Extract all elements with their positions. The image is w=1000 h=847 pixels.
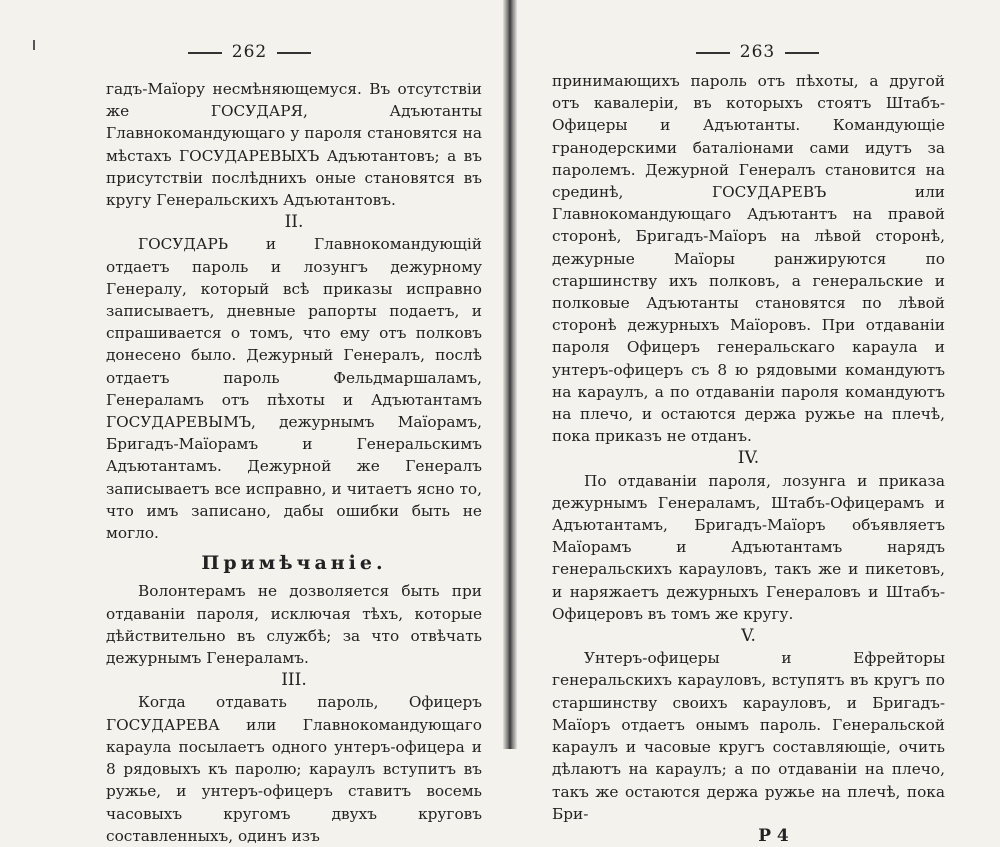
page-number: 263 <box>739 42 776 62</box>
paragraph: Волонтерамъ не дозволяется быть при отдаваніи пароля, исключая тѣхъ, которые дѣйствительно въ службѣ; за что отвѣчать дежурнымъ Генераламъ. <box>106 582 482 668</box>
page-header-left <box>0 42 502 62</box>
header-dash <box>277 52 311 54</box>
right-page <box>515 0 1000 846</box>
left-page-text <box>106 78 482 847</box>
header-dash <box>696 52 730 54</box>
section-number: III. <box>281 670 307 691</box>
paragraph: Когда отдавать пароль, Офицеръ ГОСУДАРЕВА или Главнокомандующаго караула посылаетъ одного унтеръ-офицера и 8 рядовыхъ къ паролю; караулъ вступитъ въ ружье, и унтеръ-офицеръ ставитъ восемь часовыхъ кругомъ двухъ круговъ составленныхъ, одинъ изъ <box>106 693 482 845</box>
section-number: V. <box>741 626 756 647</box>
signature-mark: Р 4 <box>758 825 789 846</box>
section-number: IV. <box>737 448 760 469</box>
note-heading: Примѣчаніе. <box>201 552 387 575</box>
paragraph: По отдаваніи пароля, лозунга и приказа дежурнымъ Генераламъ, Штабъ-Офицерамъ и Адъютантамъ, Бригадъ-Маїоръ объявляетъ Маїорамъ и Адъютантамъ нарядъ генеральскихъ карауловъ, такъ же и пикетовъ, и наряжаетъ дежурныхъ Генераловъ и Штабъ-Офицеровъ въ томъ же кругу. <box>552 471 945 623</box>
paragraph: принимающихъ пароль отъ пѣхоты, а другой отъ кавалеріи, въ которыхъ стоятъ Штабъ-Офицеры и Адъютанты. Командующіе гранодерскими баталіонами сами идутъ за паролемъ. Дежурной Генералъ становится на срединѣ, ГОСУДАРЕВЪ или Главнокомандующаго Адъютантъ на правой сторонѣ, Бригадъ-Маїоръ на лѣвой сторонѣ, дежурные Маїоры ранжируются по старшинству ихъ полковъ, а генеральские и полковые Адъютанты становятся по лѣвой сторонѣ дежурныхъ Маїоровъ. При отдаваніи пароля Офицеръ генеральскаго караула и унтеръ-офицеръ съ 8 ю рядовыми командуютъ на караулъ, а по отдаваніи пароля командуютъ на плечо, и остаются держа ружье на плечѣ, пока приказъ не отданъ. <box>552 72 945 446</box>
page-number: 262 <box>231 42 268 62</box>
right-page-text <box>552 70 945 847</box>
paragraph: Унтеръ-офицеры и Ефрейторы генеральскихъ карауловъ, вступятъ въ кругъ по старшинству своихъ карауловъ, и Бригадъ-Маїоръ отдаетъ онымъ пароль. Генеральской караулъ и часовые кругъ составляющіе, очить дѣлаютъ на караулъ; а по отдаваніи на плечо, такъ же остаются держа ружье на плечѣ, пока Бри- <box>552 649 945 823</box>
header-dash <box>188 52 222 54</box>
paragraph: ГОСУДАРЬ и Главнокомандующій отдаетъ пароль и лозунгъ дежурному Генералу, который всѣ приказы исправно записываетъ, дневные рапорты подаетъ, и спрашивается о томъ, что ему отъ полковъ донесено было. Дежурный Генералъ, послѣ отдаетъ пароль Фельдмаршаламъ, Генераламъ отъ пѣхоты и Адъютантамъ ГОСУДАРЕВЫМЪ, дежурнымъ Маїорамъ, Бригадъ-Маїорамъ и Генеральскимъ Адъютантамъ. Дежурной же Генералъ записываетъ все исправно, и читаетъ ясно то, что имъ записано, дабы ошибки быть не могло. <box>106 235 482 543</box>
page-header-right <box>515 42 1000 62</box>
header-dash <box>785 52 819 54</box>
section-number: II. <box>284 212 304 233</box>
paragraph: гадъ-Маїору несмѣняющемуся. Въ отсутствіи же ГОСУДАРЯ, Адъютанты Главнокомандующаго у пароля становятся на мѣстахъ ГОСУДАРЕВЫХЪ Адъютантовъ; а въ присутствіи послѣднихъ оные становятся въ кругу Генеральскихъ Адъютантовъ. <box>106 80 482 210</box>
